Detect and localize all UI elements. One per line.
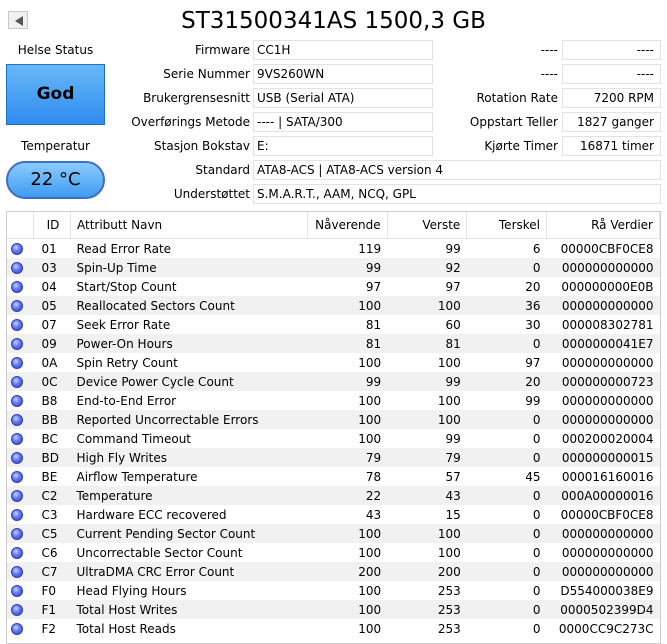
raw-value: 00000CBF0CE8 <box>560 507 654 522</box>
raw-value: 000000000000 <box>547 562 660 581</box>
worst-value: 43 <box>387 486 467 505</box>
header-worst[interactable]: Verste <box>387 212 467 239</box>
table-row[interactable] <box>7 239 660 259</box>
threshold-value: 0 <box>467 448 547 467</box>
raw-value: 000000000015 <box>547 448 660 467</box>
current-value: 79 <box>308 448 388 467</box>
attribute-name: Reallocated Sectors Count <box>71 296 308 315</box>
raw-value: 0000CC9C273C <box>558 621 654 636</box>
current-value: 100 <box>358 583 382 598</box>
status-cell <box>7 467 34 486</box>
worst-value: 100 <box>387 296 467 315</box>
attribute-name: Hardware ECC recovered <box>76 507 227 522</box>
status-dot-icon <box>11 281 23 293</box>
standard-field: ATA8-ACS | ATA8-ACS version 4 <box>253 160 661 180</box>
status-cell <box>7 505 34 524</box>
status-dot-icon <box>11 338 23 350</box>
rotation-rate-label: Rotation Rate <box>476 91 558 105</box>
worst-value: 100 <box>387 524 467 543</box>
raw-value: 000000000000 <box>547 258 660 277</box>
threshold-value: 45 <box>525 469 541 484</box>
raw-value: 000016160016 <box>561 469 654 484</box>
attribute-id: B8 <box>41 393 58 408</box>
current-value: 22 <box>308 486 388 505</box>
raw-value: 000000000000 <box>561 393 654 408</box>
transfer-mode-field: ---- | SATA/300 <box>253 112 433 132</box>
power-on-hours-label: Kjørte Timer <box>484 139 558 153</box>
threshold-value: 0 <box>467 334 547 353</box>
attribute-id: F1 <box>34 600 71 619</box>
drive-letter-field: E: <box>253 136 433 156</box>
firmware-label: Firmware <box>195 43 250 57</box>
disk-title: ST31500341AS 1500,3 GB <box>181 8 486 34</box>
current-value: 81 <box>308 334 388 353</box>
attribute-id: 09 <box>34 334 71 353</box>
serial-number-label: Serie Nummer <box>163 67 250 81</box>
status-cell <box>7 581 34 600</box>
status-cell <box>7 448 34 467</box>
raw-value: 00000CBF0CE8 <box>560 241 654 256</box>
table-row[interactable] <box>7 429 660 448</box>
attribute-id: BC <box>41 431 58 446</box>
current-value: 100 <box>358 621 382 636</box>
attribute-id: BD <box>34 448 71 467</box>
attribute-id: 04 <box>41 279 57 294</box>
status-cell <box>7 619 34 638</box>
threshold-value: 36 <box>467 296 547 315</box>
status-cell <box>7 315 34 334</box>
table-row[interactable] <box>7 315 660 334</box>
attribute-name: Airflow Temperature <box>76 469 198 484</box>
header-raw-values[interactable]: Rå Verdier <box>547 212 660 239</box>
attribute-name: Total Host Reads <box>76 621 176 636</box>
rotation-rate-field: 7200 RPM <box>562 88 661 108</box>
status-dot-icon <box>11 433 23 445</box>
smart-attributes-table[interactable] <box>6 211 661 644</box>
status-dot-icon <box>11 262 23 274</box>
threshold-value: 0 <box>532 621 541 636</box>
health-status-label: Helse Status <box>17 43 94 57</box>
threshold-value: 0 <box>532 545 541 560</box>
attribute-name: Command Timeout <box>76 431 192 446</box>
raw-value: 0000000041E7 <box>547 334 660 353</box>
current-value: 100 <box>358 355 382 370</box>
header-status[interactable] <box>7 212 34 239</box>
attribute-id: 05 <box>34 296 71 315</box>
header-attribute-name[interactable]: Attributt Navn <box>71 212 308 239</box>
attribute-id: F2 <box>41 621 57 636</box>
status-cell <box>7 277 34 296</box>
status-dot-icon <box>11 585 23 597</box>
worst-value: 97 <box>445 279 461 294</box>
attribute-id: 0C <box>34 372 71 391</box>
table-row[interactable] <box>7 372 660 391</box>
attribute-name: Temperature <box>71 486 308 505</box>
status-cell <box>7 391 34 410</box>
raw-value: 000000000000 <box>547 524 660 543</box>
table-row[interactable] <box>7 410 660 429</box>
unknown-label-2: ---- <box>540 67 558 81</box>
unknown-label-1: ---- <box>540 43 558 57</box>
worst-value: 100 <box>387 410 467 429</box>
status-cell <box>7 600 34 619</box>
status-cell <box>7 353 34 372</box>
table-row[interactable] <box>7 505 660 524</box>
current-value: 78 <box>365 469 382 484</box>
status-dot-icon <box>11 414 23 426</box>
raw-value: 000000000000 <box>561 355 654 370</box>
threshold-value: 0 <box>467 410 547 429</box>
threshold-value: 0 <box>467 258 547 277</box>
current-value: 97 <box>365 279 382 294</box>
raw-value: 000000000E0B <box>561 279 654 294</box>
table-row[interactable] <box>7 296 660 315</box>
attribute-name: UltraDMA CRC Error Count <box>71 562 308 581</box>
status-dot-icon <box>11 300 23 312</box>
status-cell <box>7 543 34 562</box>
threshold-value: 0 <box>467 524 547 543</box>
worst-value: 57 <box>445 469 461 484</box>
raw-value: 000008302781 <box>561 317 654 332</box>
status-cell <box>7 258 34 277</box>
status-dot-icon <box>11 471 23 483</box>
worst-value: 15 <box>445 507 461 522</box>
table-row[interactable] <box>7 391 660 410</box>
power-on-count-label: Oppstart Teller <box>469 115 558 129</box>
status-dot-icon <box>11 490 23 502</box>
worst-value: 81 <box>387 334 467 353</box>
attribute-name: High Fly Writes <box>71 448 308 467</box>
raw-value: 000200020004 <box>561 431 654 446</box>
firmware-field: CC1H <box>253 40 433 60</box>
threshold-value: 20 <box>467 372 547 391</box>
standard-label: Standard <box>195 163 250 177</box>
table-row[interactable] <box>7 334 660 353</box>
status-cell <box>7 372 34 391</box>
worst-value: 100 <box>437 355 461 370</box>
status-cell <box>7 486 34 505</box>
raw-value: 000000000000 <box>547 410 660 429</box>
threshold-value: 99 <box>525 393 541 408</box>
attribute-id: C3 <box>41 507 58 522</box>
current-value: 99 <box>308 258 388 277</box>
attribute-id: F0 <box>41 583 57 598</box>
attribute-name: Seek Error Rate <box>76 317 171 332</box>
interface-label: Brukergrensesnitt <box>143 91 250 105</box>
attribute-name: Spin-Up Time <box>71 258 308 277</box>
unknown-field-1: ---- <box>562 40 661 60</box>
table-row[interactable] <box>7 543 660 562</box>
table-row[interactable] <box>7 486 660 505</box>
threshold-value: 20 <box>525 279 541 294</box>
current-value: 100 <box>308 524 388 543</box>
threshold-value: 0 <box>467 486 547 505</box>
current-value: 100 <box>358 431 382 446</box>
attribute-name: Total Host Writes <box>71 600 308 619</box>
threshold-value: 0 <box>532 507 541 522</box>
threshold-value: 0 <box>532 431 541 446</box>
power-on-count-field: 1827 ganger <box>562 112 661 132</box>
attribute-name: Uncorrectable Sector Count <box>76 545 243 560</box>
threshold-value: 0 <box>532 583 541 598</box>
status-dot-icon <box>11 528 23 540</box>
worst-value: 99 <box>445 431 461 446</box>
status-dot-icon <box>11 547 23 559</box>
supported-features-label: Understøttet <box>173 187 250 201</box>
serial-number-field: 9VS260WN <box>253 64 433 84</box>
status-dot-icon <box>11 395 23 407</box>
attribute-id: C6 <box>41 545 58 560</box>
raw-value: 000000000000 <box>561 545 654 560</box>
attribute-id: BB <box>34 410 71 429</box>
status-cell <box>7 429 34 448</box>
attribute-name: Read Error Rate <box>76 241 172 256</box>
table-row[interactable] <box>7 277 660 296</box>
table-row[interactable] <box>7 619 660 638</box>
attribute-name: Head Flying Hours <box>76 583 187 598</box>
table-row[interactable] <box>7 258 660 277</box>
worst-value: 253 <box>437 583 461 598</box>
status-dot-icon <box>11 604 23 616</box>
attribute-name: Power-On Hours <box>71 334 308 353</box>
attribute-name: End-to-End Error <box>76 393 177 408</box>
worst-value: 253 <box>387 600 467 619</box>
attribute-id: C2 <box>34 486 71 505</box>
current-value: 100 <box>308 600 388 619</box>
interface-field: USB (Serial ATA) <box>253 88 433 108</box>
attribute-name: Reported Uncorrectable Errors <box>71 410 308 429</box>
table-row[interactable] <box>7 581 660 600</box>
threshold-value: 6 <box>532 241 541 256</box>
table-header-row <box>7 212 660 239</box>
transfer-mode-label: Overførings Metode <box>131 115 250 129</box>
table-row[interactable] <box>7 562 660 581</box>
drive-letter-label: Stasjon Bokstav <box>154 139 250 153</box>
attribute-id: C7 <box>34 562 71 581</box>
worst-value: 99 <box>445 241 461 256</box>
worst-value: 200 <box>387 562 467 581</box>
raw-value: D554000038E9 <box>560 583 654 598</box>
status-dot-icon <box>11 566 23 578</box>
worst-value: 253 <box>437 621 461 636</box>
table-row[interactable] <box>7 467 660 486</box>
attribute-name: Spin Retry Count <box>76 355 178 370</box>
threshold-value: 0 <box>467 562 547 581</box>
attribute-name: Device Power Cycle Count <box>71 372 308 391</box>
worst-value: 92 <box>387 258 467 277</box>
worst-value: 100 <box>437 545 461 560</box>
current-value: 100 <box>308 410 388 429</box>
attribute-id: 03 <box>34 258 71 277</box>
attribute-id: 01 <box>41 241 57 256</box>
threshold-value: 0 <box>467 600 547 619</box>
raw-value: 000A00000016 <box>547 486 660 505</box>
current-value: 43 <box>365 507 382 522</box>
status-dot-icon <box>11 376 23 388</box>
status-cell <box>7 562 34 581</box>
threshold-value: 97 <box>525 355 541 370</box>
temperature-label: Temperatur <box>21 139 90 153</box>
table-row[interactable] <box>7 600 660 619</box>
status-cell <box>7 410 34 429</box>
current-value: 99 <box>308 372 388 391</box>
table-row[interactable] <box>7 448 660 467</box>
header-threshold[interactable]: Terskel <box>467 212 547 239</box>
threshold-value: 30 <box>525 317 541 332</box>
current-value: 200 <box>308 562 388 581</box>
table-row[interactable] <box>7 524 660 543</box>
attribute-id: BE <box>41 469 58 484</box>
worst-value: 60 <box>445 317 461 332</box>
attribute-id: 0A <box>41 355 58 370</box>
health-status-badge[interactable]: God <box>6 64 105 125</box>
temperature-badge[interactable]: 22 °C <box>6 161 105 199</box>
worst-value: 99 <box>387 372 467 391</box>
attribute-name: Start/Stop Count <box>76 279 177 294</box>
current-value: 100 <box>358 545 382 560</box>
attribute-id: 07 <box>41 317 57 332</box>
power-on-hours-field: 16871 timer <box>562 136 661 156</box>
status-cell <box>7 296 34 315</box>
raw-value: 000000000723 <box>547 372 660 391</box>
raw-value: 000000000000 <box>547 296 660 315</box>
status-dot-icon <box>11 319 23 331</box>
unknown-field-2: ---- <box>562 64 661 84</box>
supported-features-field: S.M.A.R.T., AAM, NCQ, GPL <box>253 184 661 204</box>
attribute-id: C5 <box>34 524 71 543</box>
current-value: 119 <box>358 241 382 256</box>
worst-value: 100 <box>437 393 461 408</box>
status-dot-icon <box>11 509 23 521</box>
header-current[interactable]: Nåverende <box>308 212 388 239</box>
current-value: 81 <box>365 317 382 332</box>
status-dot-icon <box>11 623 23 635</box>
table-row[interactable] <box>7 353 660 372</box>
status-dot-icon <box>11 243 23 255</box>
current-value: 100 <box>358 393 382 408</box>
status-cell <box>7 334 34 353</box>
status-cell <box>7 239 34 259</box>
raw-value: 0000502399D4 <box>547 600 660 619</box>
status-dot-icon <box>11 357 23 369</box>
header-id[interactable]: ID <box>34 212 71 239</box>
attribute-name: Current Pending Sector Count <box>71 524 308 543</box>
status-dot-icon <box>11 452 23 464</box>
status-cell <box>7 524 34 543</box>
worst-value: 79 <box>387 448 467 467</box>
current-value: 100 <box>308 296 388 315</box>
